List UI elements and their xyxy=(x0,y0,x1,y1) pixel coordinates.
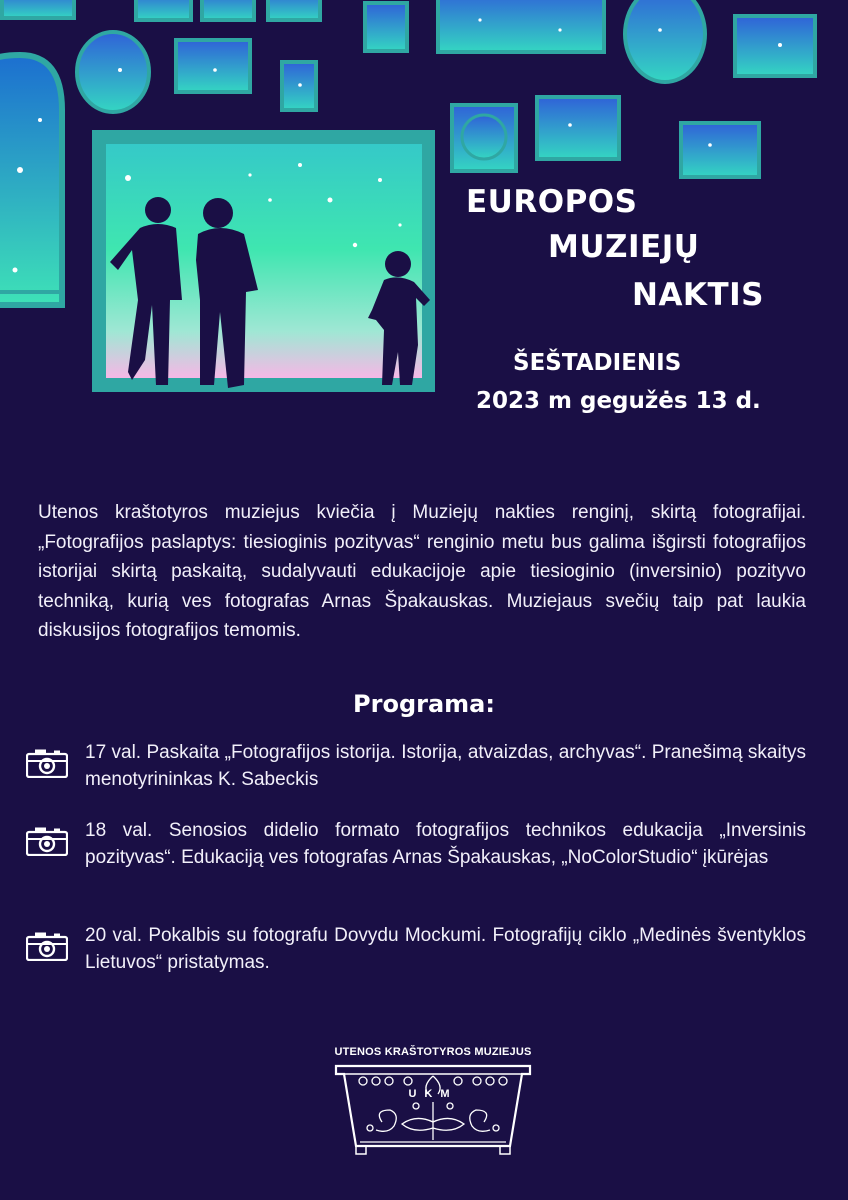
program-item-text: 20 val. Pokalbis su fotografu Dovydu Mockumi. Fotografijų ciklo „Medinės šventyklos Lietuvos“ pristatymas. xyxy=(85,925,806,973)
program-item-text: 17 val. Paskaita „Fotografijos istorija. Istorija, atvaizdas, archyvas“. Pranešimą skaitys menotyrininkas K. Sabeckis xyxy=(85,742,806,790)
event-day: ŠEŠTADIENIS xyxy=(513,350,682,376)
museum-name: UTENOS KRAŠTOTYROS MUZIEJUS xyxy=(334,1046,532,1058)
camera-icon xyxy=(26,826,68,856)
gallery-artwork xyxy=(0,0,848,440)
title-line-2: MUZIEJŲ xyxy=(548,229,700,265)
intro-paragraph: Utenos kraštotyros muziejus kviečia į Muziejų nakties renginį, skirtą fotografijai. „Fotografijos paslaptys: tiesioginis pozityvas“ renginio metu bus galima išgirsti fotografijos istorijai skirtą paskaitą, sudalyvauti edukacijoje apie tiesioginio (inversinio) pozityvo techniką, kurią ves fotografas Arnas Špakauskas. Muziejaus svečių taip pat laukia diskusijos fotografijos temomis. xyxy=(38,502,806,641)
camera-icon xyxy=(26,931,68,961)
program-item xyxy=(26,923,806,976)
museum-initials: UKM xyxy=(408,1088,458,1100)
program-title: Programa: xyxy=(353,690,495,718)
planter-emblem-icon xyxy=(330,1062,536,1158)
title-line-1: EUROPOS xyxy=(466,184,638,220)
museum-logo xyxy=(330,1046,536,1158)
program-item xyxy=(26,740,806,793)
event-date: 2023 m gegužės 13 d. xyxy=(476,388,761,414)
title-line-3: NAKTIS xyxy=(632,277,764,313)
camera-icon xyxy=(26,748,68,778)
hero-illustration xyxy=(0,0,848,440)
program-item xyxy=(26,818,806,871)
program-item-text: 18 val. Senosios didelio formato fotografijos technikos edukacija „Inversinis pozityvas“. Edukaciją ves fotografas Arnas Špakauskas, „NoColorStudio“ įkūrėjas xyxy=(85,820,806,868)
